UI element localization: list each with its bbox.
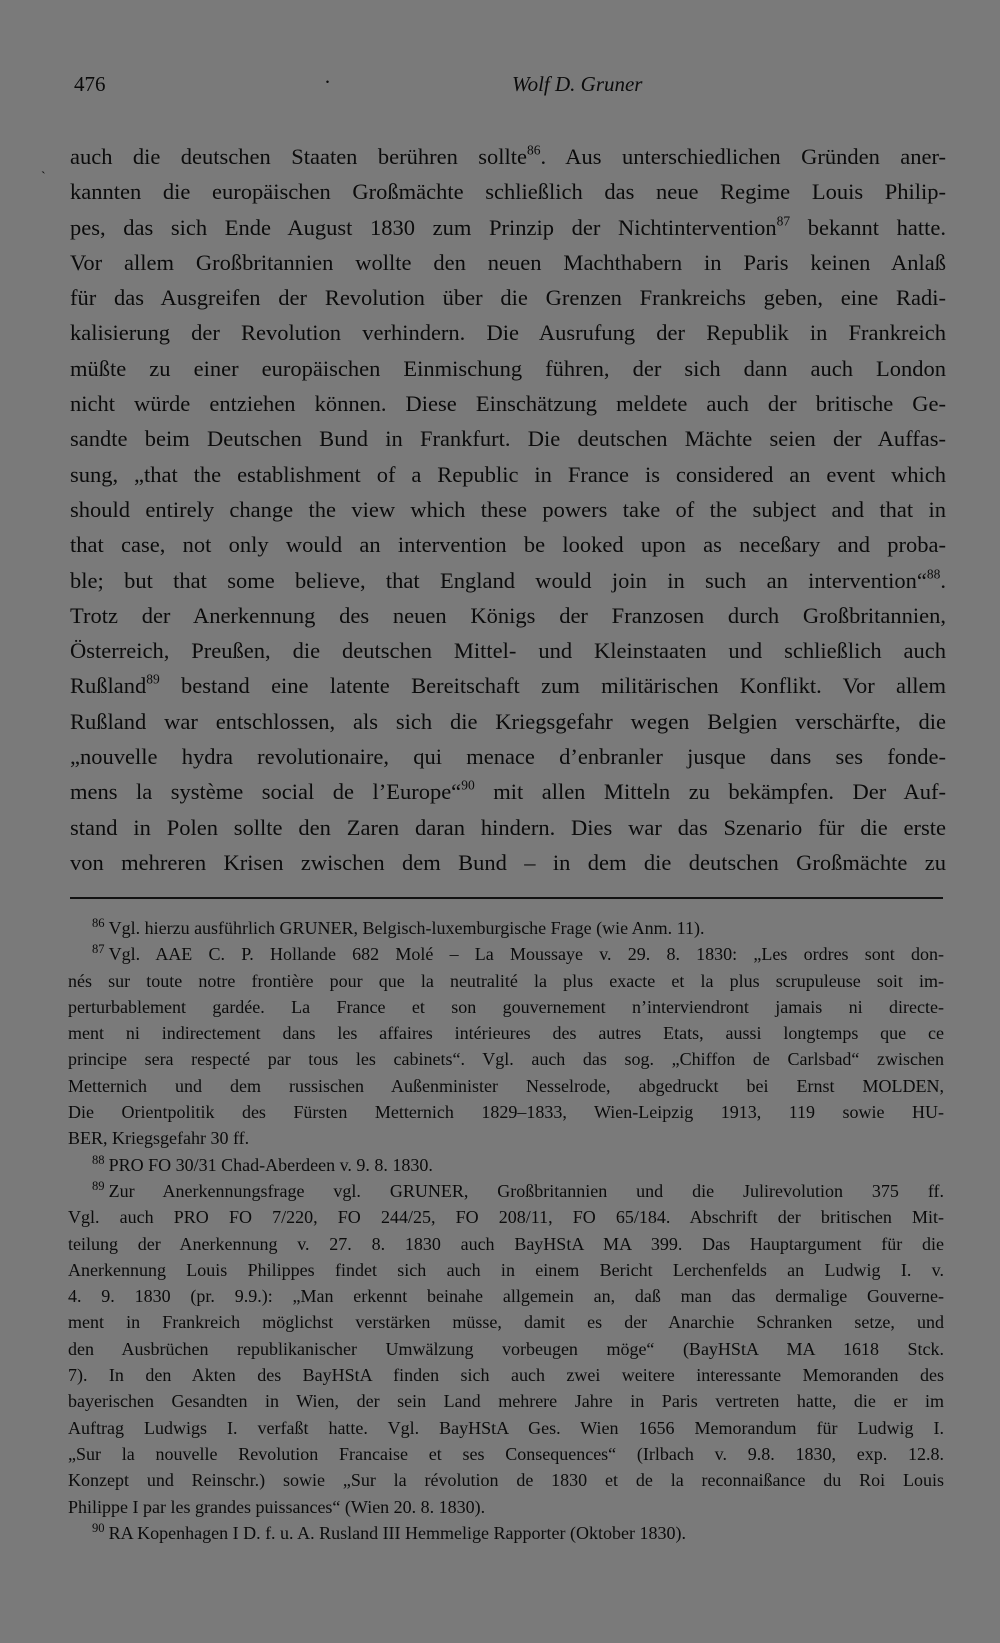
footnote-text: perturbablement gardée. La France et son gouvernement n’interviendront jamais ni directe- <box>68 996 944 1017</box>
body-line <box>70 386 946 421</box>
footnote-line <box>68 1441 944 1467</box>
footnote-line <box>68 915 944 941</box>
footnote-text: Vgl. hierzu ausführlich GRUNER, Belgisch-luxemburgische Frage (wie Anm. 11). <box>108 918 705 938</box>
footnote-text: principe sera respecté par tous les cabinets“. Vgl. auch das sog. „Chiffon de Carlsbad“ zwischen <box>68 1049 944 1070</box>
footnote-line <box>68 1336 944 1362</box>
footnote-text: Vgl. AAE C. P. Hollande 682 Molé – La Moussaye v. 29. 8. 1830: „Les ordres sont don- <box>108 944 944 965</box>
footnote-text: 7). In den Akten des BayHStA finden sich auch zwei weitere interessante Memoranden des <box>68 1365 944 1386</box>
body-line <box>70 139 946 174</box>
body-text: sung, „that the establishment of a Republic in France is considered an event which <box>70 461 946 487</box>
footnote-line <box>68 1231 944 1257</box>
footnote-number: 86 <box>92 916 105 931</box>
footnote-text: Die Orientpolitik des Fürsten Metternich 1829–1833, Wien-Leipzig 1913, 119 sowie HU- <box>68 1102 944 1123</box>
body-line <box>70 598 946 633</box>
footnote-text: ment ni indirectement dans les affaires intérieures des autres Etats, aussi longtemps que ce <box>68 1023 944 1044</box>
footnote-text: Konzept und Reinschr.) sowie „Sur la révolution de 1830 et de la reconnaißance du Roi Louis <box>68 1470 944 1491</box>
footnote-line <box>68 1099 944 1125</box>
footnote-text: teilung der Anerkennung v. 27. 8. 1830 auch BayHStA MA 399. Das Hauptargument für die <box>68 1233 944 1254</box>
body-line <box>70 174 946 209</box>
body-text: Rußland war entschlossen, als sich die Kriegsgefahr wegen Belgien verschärfte, die <box>70 708 946 734</box>
body-text: stand in Polen sollte den Zaren daran hindern. Dies war das Szenario für die erste <box>70 814 946 840</box>
body-text: Rußland <box>70 673 147 699</box>
body-line <box>70 774 946 809</box>
footnote-line <box>68 1020 944 1046</box>
footnotes <box>68 915 944 1546</box>
footnote-line <box>68 941 944 967</box>
footnote-line <box>68 1073 944 1099</box>
footnote-line <box>68 1494 944 1520</box>
footnote-rule <box>70 897 943 899</box>
body-text: that case, not only would an intervention be looked upon as neceßary and proba- <box>70 532 946 558</box>
footnote-text: bayerischen Gesandten in Wien, der sein Land mehrere Jahre in Paris vertreten hatte, die er im <box>68 1391 944 1412</box>
footnote-ref: 89 <box>146 672 160 688</box>
main-text <box>70 139 946 880</box>
body-line <box>70 315 946 350</box>
footnote-line <box>68 1125 944 1151</box>
footnote-number: 87 <box>92 942 105 957</box>
footnote-ref: 86 <box>527 142 541 158</box>
footnote-line <box>68 1388 944 1414</box>
body-line <box>70 704 946 739</box>
footnote-ref: 88 <box>926 566 941 582</box>
footnote-line <box>68 1204 944 1230</box>
footnote-text: Metternich und dem russischen Außenminister Nesselrode, abgedruckt bei Ernst MOLDEN, <box>68 1075 944 1096</box>
body-line <box>70 492 946 527</box>
footnote-text: nés sur toute notre frontière pour que la neutralité la plus exacte et la plus scrupuleuse soit im- <box>68 970 944 991</box>
body-text: pes, das sich Ende August 1830 zum Prinzip der Nichtintervention <box>70 214 777 240</box>
footnote-text: Zur Anerkennungsfrage vgl. GRUNER, Großbritannien und die Julirevolution 375 ff. <box>108 1180 944 1201</box>
body-line <box>70 845 946 880</box>
body-text: kannten die europäischen Großmächte schließlich das neue Regime Louis Philip- <box>70 179 946 205</box>
body-line <box>70 668 946 703</box>
body-text: „nouvelle hydra revolutionaire, qui menace d’enbranler jusque dans ses fonde- <box>70 744 946 770</box>
footnote-ref: 90 <box>461 777 475 793</box>
footnote-line <box>68 1415 944 1441</box>
footnote-text: ment in Frankreich möglichst verstärken müsse, damit es der Anarchie Schranken setze, und <box>68 1312 944 1333</box>
footnote-text: Anerkennung Louis Philippes findet sich auch in einem Bericht Lerchenfelds an Ludwig I. v. <box>68 1259 944 1280</box>
footnote-line <box>68 994 944 1020</box>
body-text: von mehreren Krisen zwischen dem Bund – in dem die deutschen Großmächte zu <box>70 849 946 875</box>
body-text: bestand eine latente Bereitschaft zum militärischen Konflikt. Vor allem <box>159 673 946 699</box>
body-line <box>70 527 946 562</box>
body-line <box>70 739 946 774</box>
body-text: bekannt hatte. <box>790 214 946 240</box>
body-text: auch die deutschen Staaten berühren sollte <box>70 144 527 169</box>
footnote-text: Auftrag Ludwigs I. verfaßt hatte. Vgl. BayHStA Ges. Wien 1656 Memorandum für Ludwig I. <box>68 1417 944 1438</box>
margin-mark: ` <box>41 170 46 185</box>
body-text: mens la système social de l’Europe“ <box>70 779 462 805</box>
footnote-text: den Ausbrüchen republikanischer Umwälzung vorbeugen möge“ (BayHStA MA 1618 Stck. <box>68 1338 944 1359</box>
page-number: 476 <box>74 72 106 96</box>
body-line <box>70 810 946 845</box>
footnote-ref: 87 <box>776 213 791 229</box>
body-line <box>70 351 946 386</box>
body-line <box>70 210 946 245</box>
footnote-text: PRO FO 30/31 Chad-Aberdeen v. 9. 8. 1830. <box>108 1154 433 1175</box>
footnote-line <box>68 1362 944 1388</box>
footnote-line <box>68 1178 944 1204</box>
body-line <box>70 563 946 598</box>
body-line <box>70 633 946 668</box>
running-title: Wolf D. Gruner <box>512 72 643 96</box>
footnote-line <box>68 968 944 994</box>
footnote-text: RA Kopenhagen I D. f. u. A. Rusland III Hemmelige Rapporter (Oktober 1830). <box>108 1522 686 1543</box>
footnote-line <box>68 1046 944 1072</box>
footnote-number: 89 <box>92 1179 105 1194</box>
body-line <box>70 421 946 456</box>
footnote-text: Vgl. auch PRO FO 7/220, FO 244/25, FO 208/11, FO 65/184. Abschrift der britischen Mit- <box>68 1207 944 1228</box>
footnote-line <box>68 1309 944 1335</box>
body-text: sandte beim Deutschen Bund in Frankfurt. Die deutschen Mächte seien der Auffas- <box>70 426 946 452</box>
footnote-text: „Sur la nouvelle Revolution Francaise et ses Consequences“ (Irlbach v. 9.8. 1830, exp. 12.8. <box>68 1443 944 1464</box>
footnote-line <box>68 1152 944 1178</box>
header-dot: · <box>324 70 331 94</box>
body-line <box>70 245 946 280</box>
footnote-line <box>68 1520 944 1546</box>
body-text: . <box>940 567 946 593</box>
body-text: mit allen Mitteln zu bekämpfen. Der Auf- <box>474 779 946 805</box>
body-text: Österreich, Preußen, die deutschen Mittel- und Kleinstaaten und schließlich auch <box>70 638 946 664</box>
body-line <box>70 280 946 315</box>
body-text: Trotz der Anerkennung des neuen Königs der Franzosen durch Großbritannien, <box>70 602 946 628</box>
body-text: müßte zu einer europäischen Einmischung führen, der sich dann auch London <box>70 355 946 381</box>
footnote-text: 4. 9. 1830 (pr. 9.9.): „Man erkennt beinahe allgemein an, daß man das dermalige Gouverne- <box>68 1286 944 1307</box>
body-text: kalisierung der Revolution verhindern. Die Ausrufung der Republik in Frankreich <box>70 320 946 346</box>
body-text: . Aus unterschiedlichen Gründen aner- <box>540 144 946 169</box>
footnote-line <box>68 1257 944 1283</box>
footnote-text: Philippe I par les grandes puissances“ (Wien 20. 8. 1830). <box>68 1496 486 1517</box>
body-text: should entirely change the view which these powers take of the subject and that in <box>70 496 946 522</box>
body-text: ble; but that some believe, that England would join in such an intervention“ <box>70 567 927 593</box>
footnote-number: 90 <box>92 1520 105 1535</box>
footnote-text: BER, Kriegsgefahr 30 ff. <box>68 1128 250 1149</box>
body-line <box>70 457 946 492</box>
body-text: für das Ausgreifen der Revolution über die Grenzen Frankreichs geben, eine Radi- <box>70 285 946 311</box>
body-text: Vor allem Großbritannien wollte den neuen Machthabern in Paris keinen Anlaß <box>70 249 946 275</box>
running-head <box>72 72 942 102</box>
footnote-line <box>68 1283 944 1309</box>
footnote-line <box>68 1467 944 1493</box>
footnote-number: 88 <box>92 1152 105 1167</box>
body-text: nicht würde entziehen können. Diese Einschätzung meldete auch der britische Ge- <box>70 391 946 417</box>
